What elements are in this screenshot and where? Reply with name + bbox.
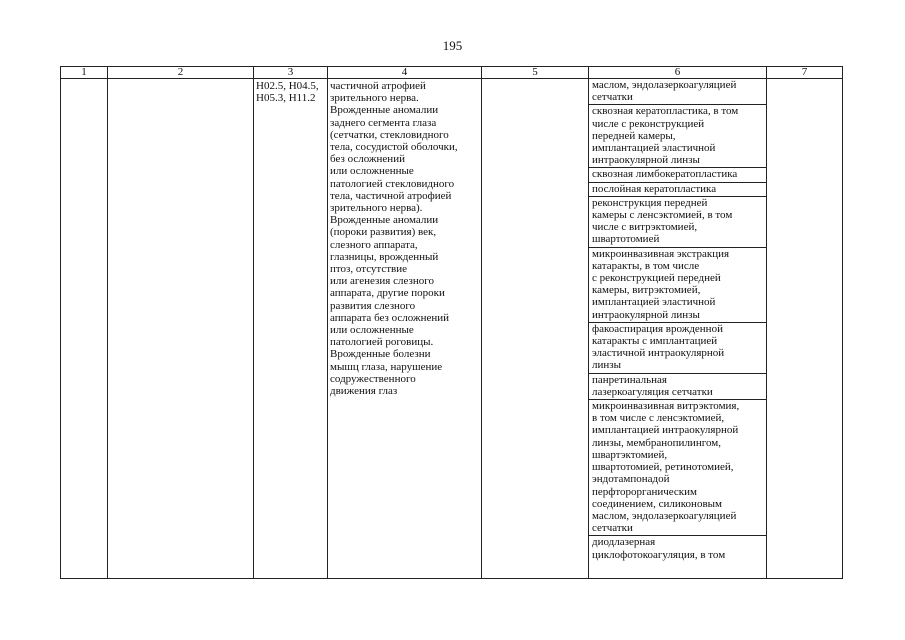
diagnosis-line: (сетчатки, стекловидного [330, 128, 449, 141]
diagnosis-line: зрительного нерва. [330, 92, 419, 105]
diagnosis-line: Врожденные болезни [330, 348, 431, 361]
medical-care-table [60, 66, 843, 579]
treatment-method-line: с реконструкцией передней [592, 272, 721, 285]
icd-code-line: H02.5, H04.5, [256, 80, 319, 92]
treatment-method-line: интраокулярной линзы [592, 154, 700, 167]
diagnosis-line: зрительного нерва). [330, 202, 423, 215]
treatment-method-line: панретинальная [592, 373, 667, 386]
diagnosis-line: глазницы, врожденный [330, 250, 439, 263]
cell-col5 [482, 79, 589, 579]
treatment-method-line: имплантацией эластичной [592, 142, 716, 155]
treatment-method-line: диодлазерная [592, 536, 656, 549]
treatment-method-line: интраокулярной линзы [592, 308, 700, 321]
treatment-method-line: камеры с ленсэктомией, в том [592, 209, 733, 222]
cell-col1 [61, 79, 108, 579]
treatment-method-line: маслом, эндолазеркоагуляцией [592, 79, 737, 91]
diagnosis-line: развития слезного [330, 299, 416, 312]
cell-col2 [108, 79, 254, 579]
treatment-method-line: микроинвазивная экстракция [592, 247, 730, 260]
diagnosis-line: Врожденные аномалии [330, 214, 439, 227]
treatment-method-line: сквозная лимбокератопластика [592, 168, 738, 181]
treatment-method-line: сетчатки [592, 522, 633, 535]
diagnosis-line: тела, частичной атрофией [330, 189, 452, 202]
treatment-method-line: соединением, силиконовым [592, 497, 722, 510]
icd-codes-cell [254, 79, 328, 579]
column-header-6: 6 [589, 67, 767, 79]
diagnosis-line: частичной атрофией [330, 80, 426, 92]
treatment-method-line: линзы [592, 359, 621, 372]
treatment-method-item [589, 183, 766, 197]
column-header-5: 5 [482, 67, 589, 79]
treatment-method-line: циклофотокоагуляция, в том [592, 548, 726, 561]
diagnosis-cell [328, 79, 482, 579]
treatment-method-line: катаракты, в том числе [592, 259, 700, 272]
treatment-method-item [589, 105, 766, 168]
diagnosis-line: без осложнений [330, 153, 405, 166]
diagnosis-line: птоз, отсутствие [330, 263, 408, 276]
treatment-method-item [589, 323, 766, 374]
treatment-methods-list [589, 79, 766, 562]
treatment-method-line: катаракты с имплантацией [592, 335, 718, 348]
diagnosis-line: аппарата, другие пороки [330, 287, 445, 300]
treatment-method-item [589, 197, 766, 248]
treatment-method-line: микроинвазивная витрэктомия, [592, 400, 740, 413]
treatment-method-line: послойная кератопластика [592, 182, 717, 195]
treatment-method-line: камеры, витрэктомией, [592, 284, 701, 297]
diagnosis-line: аппарата без осложнений [330, 311, 450, 324]
diagnosis-line: слезного аппарата, [330, 238, 418, 251]
column-header-1: 1 [61, 67, 108, 79]
treatment-method-line: эндотампонадой [592, 473, 670, 486]
icd-code-line: H05.3, H11.2 [256, 92, 316, 105]
diagnosis-line: содружественного [330, 372, 416, 385]
treatment-method-line: передней камеры, [592, 129, 676, 142]
diagnosis-line: или осложненные [330, 165, 414, 178]
column-header-7: 7 [767, 67, 843, 79]
treatment-method-line: факоаспирация врожденной [592, 322, 723, 335]
column-number-row [61, 67, 843, 79]
treatment-method-line: числе с витрэктомией, [592, 221, 698, 234]
treatment-method-line: швартотомией [592, 233, 660, 246]
diagnosis-line: патологией роговицы. [330, 336, 434, 349]
treatment-method-line: в том числе с ленсэктомией, [592, 412, 725, 425]
diagnosis-line: (пороки развития) век, [330, 226, 437, 239]
table-row [61, 79, 843, 579]
diagnosis-line: тела, сосудистой оболочки, [330, 141, 458, 154]
diagnosis-line: заднего сегмента глаза [330, 116, 437, 129]
treatment-method-line: линзы, мембранопилингом, [592, 436, 721, 449]
column-header-3: 3 [254, 67, 328, 79]
treatment-method-line: швартэктомией, [592, 448, 668, 461]
treatment-method-item [589, 400, 766, 536]
treatment-method-item [589, 374, 766, 400]
treatment-method-line: эластичной интраокулярной [592, 347, 725, 360]
treatment-method-line: имплантацией интраокулярной [592, 424, 739, 437]
diagnosis-line: патологией стекловидного [330, 177, 455, 190]
treatment-method-line: перфторорганическим [592, 485, 697, 498]
diagnosis-line: мышц глаза, нарушение [330, 360, 443, 373]
treatment-method-line: имплантацией эластичной [592, 296, 716, 309]
page-number: 195 [442, 38, 463, 53]
treatment-method-item [589, 79, 766, 105]
treatment-method-line: сетчатки [592, 91, 633, 104]
treatment-method-line: лазеркоагуляция сетчатки [592, 385, 713, 398]
cell-col7 [767, 79, 843, 579]
treatment-method-line: сквозная кератопластика, в том [592, 105, 739, 118]
diagnosis-line: движения глаз [330, 385, 398, 398]
treatment-method-line: маслом, эндолазеркоагуляцией [592, 509, 737, 522]
treatment-methods-cell [589, 79, 767, 579]
treatment-method-item [589, 248, 766, 323]
diagnosis-line: или агенезия слезного [330, 275, 434, 288]
treatment-method-line: числе с реконструкцией [592, 117, 705, 130]
diagnosis-line: Врожденные аномалии [330, 104, 439, 117]
treatment-method-item [589, 536, 766, 561]
column-header-4: 4 [328, 67, 482, 79]
diagnosis-line: или осложненные [330, 324, 414, 337]
treatment-method-line: реконструкция передней [592, 196, 708, 209]
treatment-method-item [589, 168, 766, 182]
column-header-2: 2 [108, 67, 254, 79]
treatment-method-line: швартотомией, ретинотомией, [592, 461, 734, 474]
